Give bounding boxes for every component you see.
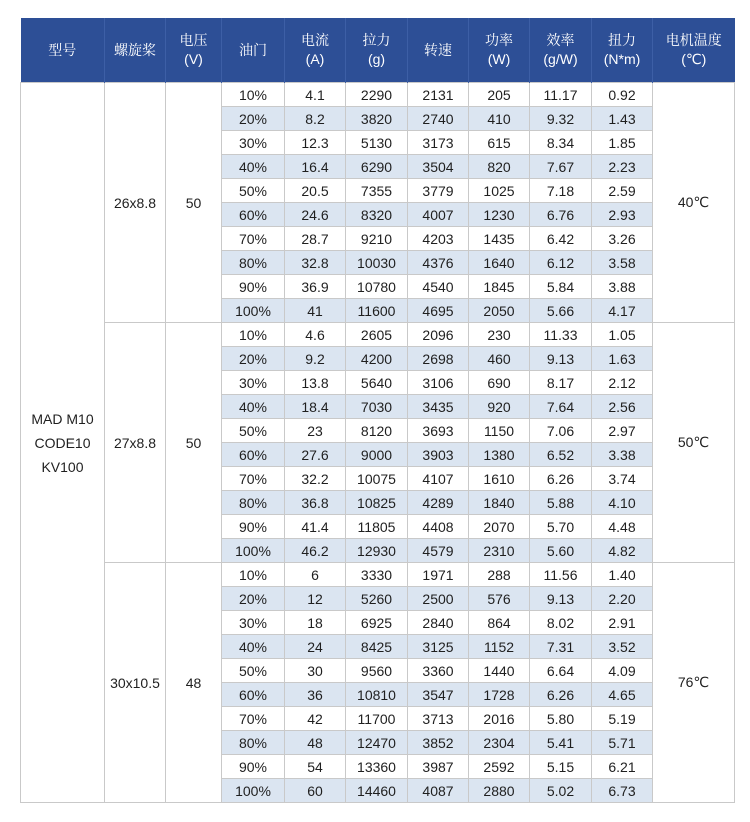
thrust-cell: 7355 [346,179,408,203]
thrust-cell: 5130 [346,131,408,155]
current-cell: 4.6 [285,323,346,347]
header-unit: (W) [487,51,511,67]
torque-cell: 3.52 [592,635,653,659]
efficiency-cell: 8.17 [530,371,592,395]
power-cell: 576 [469,587,530,611]
rpm-cell: 4408 [408,515,469,539]
rpm-cell: 3779 [408,179,469,203]
power-cell: 230 [469,323,530,347]
voltage-cell: 50 [166,323,222,563]
rpm-cell: 3504 [408,155,469,179]
torque-cell: 2.91 [592,611,653,635]
efficiency-cell: 5.88 [530,491,592,515]
current-cell: 46.2 [285,539,346,563]
power-cell: 1230 [469,203,530,227]
efficiency-cell: 5.80 [530,707,592,731]
efficiency-cell: 6.26 [530,683,592,707]
throttle-cell: 100% [222,299,285,323]
rpm-cell: 2698 [408,347,469,371]
voltage-cell: 48 [166,563,222,803]
header-model [21,18,105,83]
efficiency-cell: 5.41 [530,731,592,755]
header-label: 效率 [546,32,575,48]
torque-cell: 4.10 [592,491,653,515]
power-cell: 410 [469,107,530,131]
rpm-cell: 2740 [408,107,469,131]
current-cell: 12 [285,587,346,611]
current-cell: 41.4 [285,515,346,539]
model-cell [21,83,105,803]
table-row [21,323,735,347]
power-cell: 2304 [469,731,530,755]
efficiency-cell: 6.26 [530,467,592,491]
power-cell: 460 [469,347,530,371]
current-cell: 24.6 [285,203,346,227]
throttle-cell: 60% [222,203,285,227]
thrust-cell: 13360 [346,755,408,779]
throttle-cell: 40% [222,395,285,419]
rpm-cell: 3547 [408,683,469,707]
rpm-cell: 3435 [408,395,469,419]
efficiency-cell: 5.60 [530,539,592,563]
efficiency-cell: 5.15 [530,755,592,779]
table-row [21,83,735,107]
voltage-cell: 50 [166,83,222,323]
rpm-cell: 3693 [408,419,469,443]
motor-temperature-cell: 50℃ [653,323,735,563]
header-power [469,18,530,83]
current-cell: 13.8 [285,371,346,395]
current-cell: 24 [285,635,346,659]
current-cell: 30 [285,659,346,683]
torque-cell: 4.17 [592,299,653,323]
motor-temperature-cell: 76℃ [653,563,735,803]
throttle-cell: 30% [222,611,285,635]
efficiency-cell: 5.84 [530,275,592,299]
current-cell: 54 [285,755,346,779]
current-cell: 4.1 [285,83,346,107]
power-cell: 820 [469,155,530,179]
efficiency-cell: 5.02 [530,779,592,803]
rpm-cell: 2500 [408,587,469,611]
throttle-cell: 60% [222,443,285,467]
table-container [20,18,734,803]
header-current [285,18,346,83]
rpm-cell: 3713 [408,707,469,731]
current-cell: 18 [285,611,346,635]
power-cell: 1152 [469,635,530,659]
table-body [21,83,735,803]
efficiency-cell: 11.56 [530,563,592,587]
header-label: 功率 [485,32,513,48]
torque-cell: 1.05 [592,323,653,347]
power-cell: 1150 [469,419,530,443]
power-cell: 2016 [469,707,530,731]
efficiency-cell: 6.52 [530,443,592,467]
torque-cell: 1.85 [592,131,653,155]
torque-cell: 1.40 [592,563,653,587]
current-cell: 27.6 [285,443,346,467]
thrust-cell: 10030 [346,251,408,275]
torque-cell: 1.43 [592,107,653,131]
power-cell: 205 [469,83,530,107]
rpm-cell: 3173 [408,131,469,155]
torque-cell: 2.23 [592,155,653,179]
efficiency-cell: 6.76 [530,203,592,227]
throttle-cell: 50% [222,419,285,443]
motor-data-table [20,18,735,803]
throttle-cell: 50% [222,659,285,683]
rpm-cell: 2840 [408,611,469,635]
current-cell: 36.9 [285,275,346,299]
thrust-cell: 9210 [346,227,408,251]
power-cell: 2310 [469,539,530,563]
efficiency-cell: 9.13 [530,347,592,371]
torque-cell: 2.59 [592,179,653,203]
efficiency-cell: 9.13 [530,587,592,611]
torque-cell: 1.63 [592,347,653,371]
current-cell: 36.8 [285,491,346,515]
thrust-cell: 6290 [346,155,408,179]
torque-cell: 4.65 [592,683,653,707]
power-cell: 2050 [469,299,530,323]
rpm-cell: 4289 [408,491,469,515]
rpm-cell: 3903 [408,443,469,467]
rpm-cell: 4540 [408,275,469,299]
thrust-cell: 8120 [346,419,408,443]
torque-cell: 2.12 [592,371,653,395]
torque-cell: 3.74 [592,467,653,491]
current-cell: 20.5 [285,179,346,203]
power-cell: 864 [469,611,530,635]
thrust-cell: 12930 [346,539,408,563]
thrust-cell: 14460 [346,779,408,803]
header-motor-temperature [653,18,735,83]
motor-temperature-cell: 40℃ [653,83,735,323]
thrust-cell: 10075 [346,467,408,491]
propeller-cell: 27x8.8 [105,323,166,563]
current-cell: 23 [285,419,346,443]
model-line: CODE10 [34,434,91,451]
current-cell: 60 [285,779,346,803]
power-cell: 2880 [469,779,530,803]
header-label: 转速 [424,41,452,58]
rpm-cell: 4695 [408,299,469,323]
power-cell: 1435 [469,227,530,251]
rpm-cell: 2096 [408,323,469,347]
propeller-cell: 30x10.5 [105,563,166,803]
current-cell: 42 [285,707,346,731]
header-label: 螺旋桨 [114,41,156,58]
header-label: 型号 [48,41,77,58]
current-cell: 8.2 [285,107,346,131]
throttle-cell: 80% [222,251,285,275]
header-propeller [105,18,166,83]
header-label: 拉力 [362,32,391,48]
throttle-cell: 30% [222,131,285,155]
thrust-cell: 6925 [346,611,408,635]
rpm-cell: 3987 [408,755,469,779]
efficiency-cell: 7.67 [530,155,592,179]
model-line: KV100 [41,458,84,475]
current-cell: 6 [285,563,346,587]
throttle-cell: 10% [222,323,285,347]
power-cell: 1640 [469,251,530,275]
torque-cell: 2.97 [592,419,653,443]
throttle-cell: 100% [222,539,285,563]
torque-cell: 4.09 [592,659,653,683]
torque-cell: 3.88 [592,275,653,299]
model-line: MAD M10 [31,410,94,427]
thrust-cell: 4200 [346,347,408,371]
current-cell: 41 [285,299,346,323]
torque-cell: 5.19 [592,707,653,731]
rpm-cell: 3125 [408,635,469,659]
efficiency-cell: 7.64 [530,395,592,419]
throttle-cell: 10% [222,83,285,107]
throttle-cell: 100% [222,779,285,803]
rpm-cell: 3852 [408,731,469,755]
thrust-cell: 5640 [346,371,408,395]
current-cell: 28.7 [285,227,346,251]
throttle-cell: 60% [222,683,285,707]
efficiency-cell: 8.34 [530,131,592,155]
power-cell: 1845 [469,275,530,299]
throttle-cell: 10% [222,563,285,587]
current-cell: 12.3 [285,131,346,155]
header-thrust [346,18,408,83]
header-label: 扭力 [608,32,636,48]
header-unit: (A) [305,51,325,67]
torque-cell: 6.73 [592,779,653,803]
header-row [21,18,735,83]
rpm-cell: 3106 [408,371,469,395]
efficiency-cell: 5.66 [530,299,592,323]
efficiency-cell: 9.32 [530,107,592,131]
current-cell: 32.2 [285,467,346,491]
throttle-cell: 90% [222,515,285,539]
header-unit: (V) [184,51,203,67]
throttle-cell: 40% [222,635,285,659]
torque-cell: 3.58 [592,251,653,275]
thrust-cell: 11700 [346,707,408,731]
power-cell: 1728 [469,683,530,707]
thrust-cell: 2605 [346,323,408,347]
efficiency-cell: 6.42 [530,227,592,251]
power-cell: 690 [469,371,530,395]
current-cell: 9.2 [285,347,346,371]
throttle-cell: 90% [222,275,285,299]
thrust-cell: 2290 [346,83,408,107]
rpm-cell: 4007 [408,203,469,227]
header-unit: (N*m) [603,51,641,67]
power-cell: 920 [469,395,530,419]
header-unit: (℃) [681,51,707,67]
throttle-cell: 20% [222,107,285,131]
header-label: 油门 [239,41,267,58]
thrust-cell: 9000 [346,443,408,467]
torque-cell: 2.93 [592,203,653,227]
throttle-cell: 70% [222,467,285,491]
throttle-cell: 50% [222,179,285,203]
torque-cell: 2.56 [592,395,653,419]
header-throttle [222,18,285,83]
rpm-cell: 3360 [408,659,469,683]
thrust-cell: 10810 [346,683,408,707]
thrust-cell: 11805 [346,515,408,539]
thrust-cell: 3330 [346,563,408,587]
throttle-cell: 90% [222,755,285,779]
power-cell: 615 [469,131,530,155]
thrust-cell: 5260 [346,587,408,611]
throttle-cell: 20% [222,347,285,371]
torque-cell: 3.38 [592,443,653,467]
current-cell: 36 [285,683,346,707]
throttle-cell: 80% [222,731,285,755]
rpm-cell: 2131 [408,83,469,107]
torque-cell: 6.21 [592,755,653,779]
thrust-cell: 11600 [346,299,408,323]
power-cell: 2070 [469,515,530,539]
power-cell: 1025 [469,179,530,203]
efficiency-cell: 11.33 [530,323,592,347]
rpm-cell: 4203 [408,227,469,251]
current-cell: 48 [285,731,346,755]
rpm-cell: 4579 [408,539,469,563]
power-cell: 288 [469,563,530,587]
header-unit: (g) [367,51,386,67]
header-torque [592,18,653,83]
thrust-cell: 9560 [346,659,408,683]
thrust-cell: 10780 [346,275,408,299]
table-row [21,563,735,587]
thrust-cell: 3820 [346,107,408,131]
header-efficiency [530,18,592,83]
torque-cell: 4.48 [592,515,653,539]
efficiency-cell: 7.18 [530,179,592,203]
torque-cell: 0.92 [592,83,653,107]
header-label: 电流 [301,32,329,48]
thrust-cell: 8425 [346,635,408,659]
header-voltage [166,18,222,83]
rpm-cell: 4107 [408,467,469,491]
throttle-cell: 40% [222,155,285,179]
throttle-cell: 70% [222,227,285,251]
thrust-cell: 7030 [346,395,408,419]
header-unit: (g/W) [543,51,578,67]
efficiency-cell: 5.70 [530,515,592,539]
header-label: 电机温度 [665,32,722,48]
rpm-cell: 4376 [408,251,469,275]
rpm-cell: 1971 [408,563,469,587]
torque-cell: 4.82 [592,539,653,563]
thrust-cell: 12470 [346,731,408,755]
throttle-cell: 20% [222,587,285,611]
efficiency-cell: 6.64 [530,659,592,683]
power-cell: 1840 [469,491,530,515]
torque-cell: 5.71 [592,731,653,755]
efficiency-cell: 6.12 [530,251,592,275]
power-cell: 1440 [469,659,530,683]
efficiency-cell: 8.02 [530,611,592,635]
torque-cell: 2.20 [592,587,653,611]
current-cell: 18.4 [285,395,346,419]
throttle-cell: 30% [222,371,285,395]
header-label: 电压 [179,32,208,48]
efficiency-cell: 7.31 [530,635,592,659]
power-cell: 2592 [469,755,530,779]
efficiency-cell: 11.17 [530,83,592,107]
thrust-cell: 10825 [346,491,408,515]
efficiency-cell: 7.06 [530,419,592,443]
throttle-cell: 80% [222,491,285,515]
current-cell: 16.4 [285,155,346,179]
thrust-cell: 8320 [346,203,408,227]
propeller-cell: 26x8.8 [105,83,166,323]
throttle-cell: 70% [222,707,285,731]
power-cell: 1610 [469,467,530,491]
header-rpm [408,18,469,83]
current-cell: 32.8 [285,251,346,275]
power-cell: 1380 [469,443,530,467]
torque-cell: 3.26 [592,227,653,251]
rpm-cell: 4087 [408,779,469,803]
